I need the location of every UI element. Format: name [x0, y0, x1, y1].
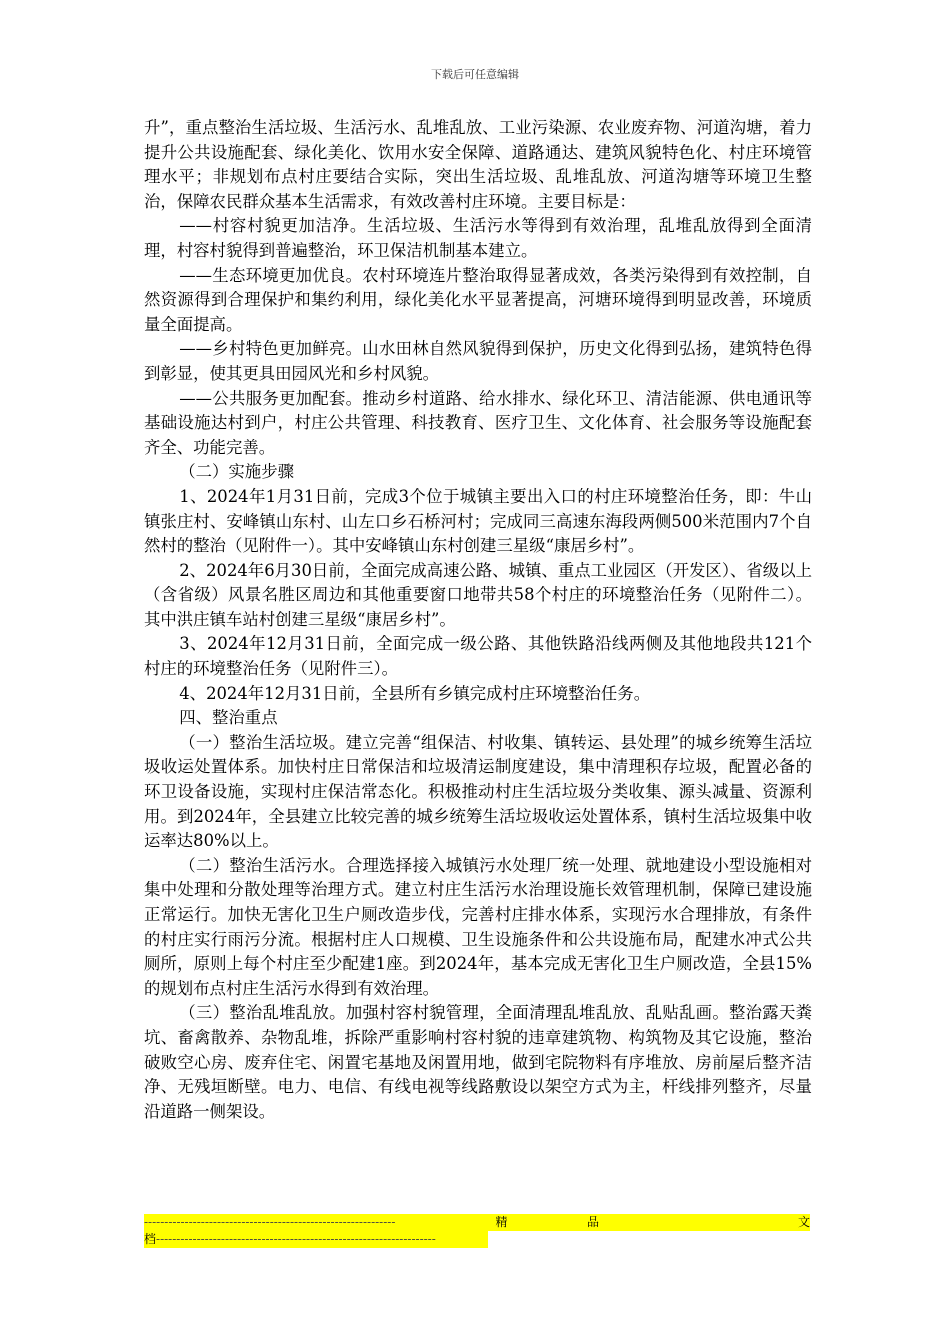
page-header: 下载后可任意编辑: [431, 68, 519, 81]
section-heading-focus: 四、整治重点: [179, 708, 278, 728]
paragraph-focus-garbage: （一）整治生活垃圾。建立完善“组保洁、村收集、镇转运、县处理”的城乡统筹生活垃圾收运处置体系。加快村庄日常保洁和垃圾清运制度建设，集中清理积存垃圾，配置必备的环卫设备设施，实现村庄保洁常态化。积极推动村庄生活垃圾分类收集、源头减量、资源利用。到2024年，全县建立比较完善的城乡统筹生活垃圾收运处置体系，镇村生活垃圾集中收运率达80%以上。: [144, 732, 812, 851]
footer-char-2: 品: [586, 1215, 599, 1229]
paragraph-step-4: 4、2024年12月31日前，全县所有乡镇完成村庄环境整治任务。: [179, 683, 651, 703]
paragraph-focus-sewage: （二）整治生活污水。合理选择接入城镇污水处理厂统一处理、就地建设小型设施相对集中处理和分散处理等治理方式。建立村庄生活污水治理设施长效管理机制，保障已建设施正常运行。加快无害化卫生户厕改造步伐，完善村庄排水体系，实现污水合理排放，有条件的村庄实行雨污分流。根据村庄人口规模、卫生设施条件和公共设施布局，配建水冲式公共厕所，原则上每个村庄至少配建1座。到2024年，基本完成无害化卫生户厕改造，全县15%的规划布点村庄生活污水得到有效治理。: [144, 855, 812, 998]
footer-char-1: 精: [495, 1215, 508, 1229]
paragraph-goal-clean: ——村容村貌更加洁净。生活垃圾、生活污水等得到有效治理，乱堆乱放得到全面清理，村容村貌得到普遍整治，环卫保洁机制基本建立。: [144, 216, 812, 260]
paragraph-intro: 升”，重点整治生活垃圾、生活污水、乱堆乱放、工业污染源、农业废弃物、河道沟塘，着力提升公共设施配套、绿化美化、饮用水安全保障、道路通达、建筑风貌特色化、村庄环境管理水平；非规划布点村庄要结合实际，突出生活垃圾、乱堆乱放、河道沟塘等环境卫生整治，保障农民群众基本生活需求，有效改善村庄环境。主要目标是：: [144, 118, 812, 211]
paragraph-goal-ecology: ——生态环境更加优良。农村环境连片整治取得显著成效，各类污染得到有效控制，自然资源得到合理保护和集约利用，绿化美化水平显著提高，河塘环境得到明显改善，环境质量全面提高。: [144, 265, 812, 334]
document-body: [144, 116, 812, 1124]
footer-dashes-right: ---------------------------------------------------------------------: [156, 1232, 436, 1246]
footer-char-4: 档: [144, 1232, 157, 1246]
paragraph-goal-services: ——公共服务更加配套。推动乡村道路、给水排水、绿化环卫、清洁能源、供电通讯等基础设施达村到户，村庄公共管理、科技教育、医疗卫生、文化体育、社会服务等设施配套齐全、功能完善。: [144, 388, 812, 457]
section-heading-steps: （二）实施步骤: [179, 462, 294, 482]
footer-line-2: [144, 1231, 488, 1248]
footer-char-3: 文: [797, 1215, 810, 1229]
paragraph-goal-features: ——乡村特色更加鲜亮。山水田林自然风貌得到保护，历史文化得到弘扬，建筑特色得到彰显，使其更具田园风光和乡村风貌。: [144, 339, 812, 383]
footer-banner: [144, 1214, 810, 1248]
paragraph-step-1: 1、2024年1月31日前，完成3个位于城镇主要出入口的村庄环境整治任务，即：牛山镇张庄村、安峰镇山东村、山左口乡石桥河村；完成同三高速东海段两侧500米范围内7个自然村的整治（见附件一）。其中安峰镇山东村创建三星级“康居乡村”。: [144, 486, 812, 556]
footer-gap: [678, 1214, 718, 1231]
paragraph-step-3: 3、2024年12月31日前，全面完成一级公路、其他铁路沿线两侧及其他地段共121个村庄的环境整治任务（见附件三）。: [144, 634, 812, 679]
footer-dashes-left: --------------------------------------------------------------: [144, 1215, 396, 1229]
paragraph-step-2: 2、2024年6月30日前，全面完成高速公路、城镇、重点工业园区（开发区）、省级以上（含省级）风景名胜区周边和其他重要窗口地带共58个村庄的环境整治任务（见附件二）。其中洪庄镇车站村创建三星级“康居乡村”。: [144, 560, 812, 629]
footer-line-1: [144, 1214, 810, 1231]
paragraph-focus-clutter: （三）整治乱堆乱放。加强村容村貌管理，全面清理乱堆乱放、乱贴乱画。整治露天粪坑、畜禽散养、杂物乱堆，拆除严重影响村容村貌的违章建筑物、构筑物及其它设施，整治破败空心房、废弃住宅、闲置宅基地及闲置用地，做到宅院物料有序堆放、房前屋后整齐洁净、无残垣断壁。电力、电信、有线电视等线路敷设以架空方式为主，杆线排列整齐，尽量沿道路一侧架设。: [144, 1003, 812, 1121]
